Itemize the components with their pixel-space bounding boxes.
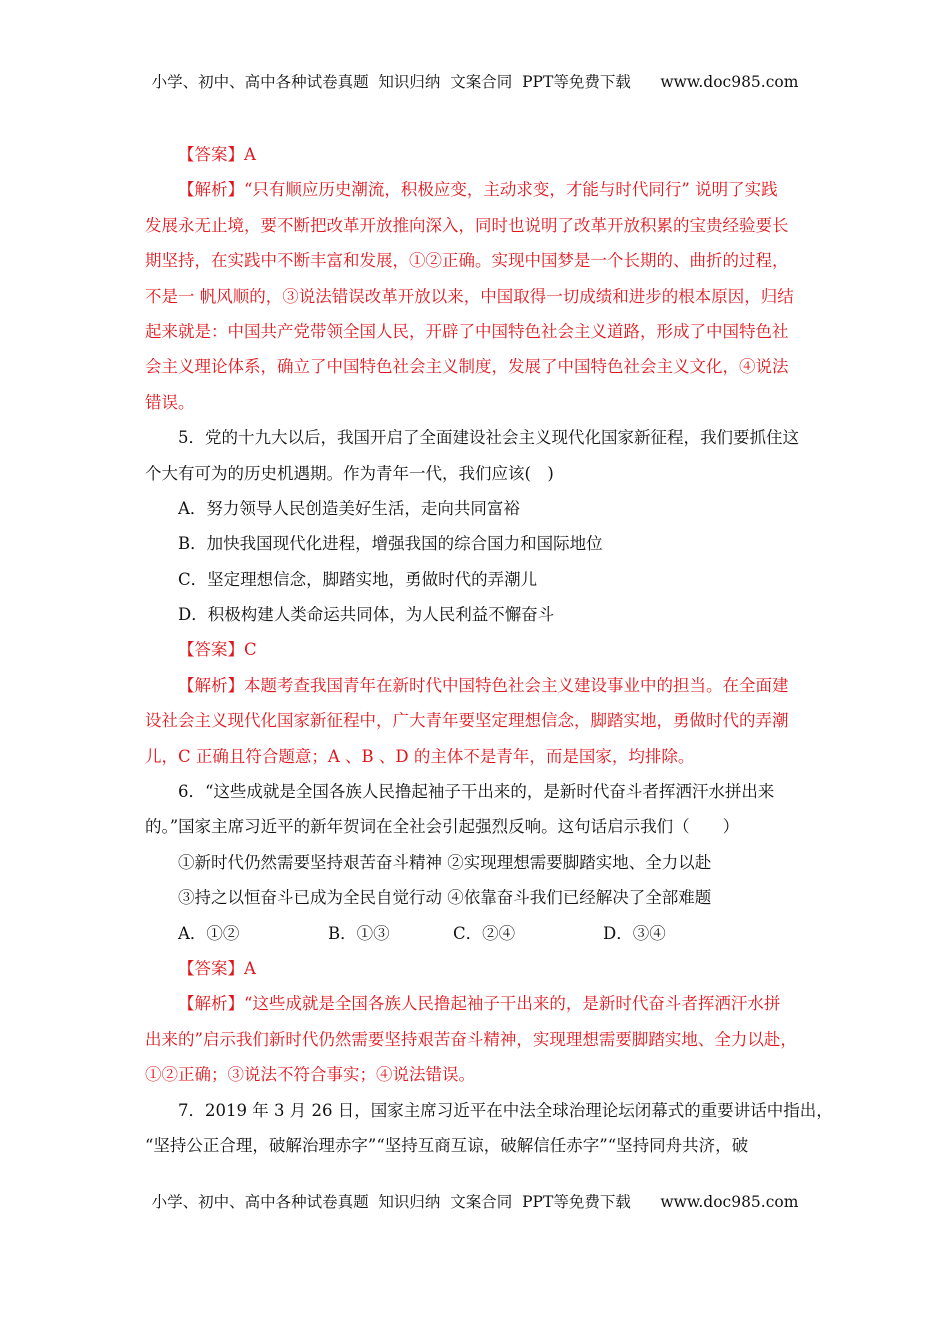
q5-option-a: A．努力领导人民创造美好生活，走向共同富裕 [178,498,520,518]
q4-analysis-line: 【解析】“只有顺应历史潮流，积极应变，主动求变，才能与时代同行” 说明了实践 [178,180,778,200]
document-body [145,137,833,1163]
q6-choice-b: B．①③ [328,923,390,943]
q6-choice-a: A．①② [178,923,240,943]
q5-stem-line: 5．党的十九大以后，我国开启了全面建设社会主义现代化国家新征程，我们要抓住这 [178,428,799,448]
q6-analysis-line: 出来的”启示我们新时代仍然需要坚持艰苦奋斗精神，实现理想需要脚踏实地、全力以赴， [145,1029,797,1049]
q6-statement-line: ③持之以恒奋斗已成为全民自觉行动 ④依靠奋斗我们已经解决了全部难题 [178,888,712,908]
q5-option-d: D．积极构建人类命运共同体，为人民利益不懈奋斗 [178,605,555,625]
q6-analysis-line: ①②正确；③说法不符合事实；④说法错误。 [145,1065,475,1085]
q4-analysis-line: 起来就是：中国共产党带领全国人民，开辟了中国特色社会主义道路，形成了中国特色社 [145,321,789,341]
q4-analysis-line: 发展永无止境，要不断把改革开放推向深入，同时也说明了改革开放积累的宝贵经验要长 [145,215,789,235]
q6-choice-c: C．②④ [453,923,516,943]
q4-analysis-line: 错误。 [145,392,195,412]
q6-answer: 【答案】A [178,958,256,978]
q6-statement-line: ①新时代仍然需要坚持艰苦奋斗精神 ②实现理想需要脚踏实地、全力以赴 [178,852,712,872]
q5-option-c: C．坚定理想信念，脚踏实地，勇做时代的弄潮儿 [178,569,538,589]
q6-choices [145,916,810,951]
q5-option-b: B．加快我国现代化进程，增强我国的综合国力和国际地位 [178,534,603,554]
q6-stem-line: 6．“这些成就是全国各族人民撸起袖子干出来的，是新时代奋斗者挥洒汗水拼出来 [178,782,775,802]
q6-analysis-line: 【解析】“这些成就是全国各族人民撸起袖子干出来的，是新时代奋斗者挥洒汗水拼 [178,994,781,1014]
q4-analysis-line: 会主义理论体系，确立了中国特色社会主义制度，发展了中国特色社会主义文化，④说法 [145,357,789,377]
page-header: 小学、初中、高中各种试卷真题 知识归纳 文案合同 PPT等免费下载 www.doc985.com [151,73,799,91]
q6-choice-d: D．③④ [603,923,666,943]
q4-analysis-line: 期坚持，在实践中不断丰富和发展，①②正确。实现中国梦是一个长期的、曲折的过程， [145,251,789,271]
q5-analysis-line: 设社会主义现代化国家新征程中，广大青年要坚定理想信念，脚踏实地，勇做时代的弄潮 [145,711,789,731]
q5-analysis-line: 儿，C 正确且符合题意；A 、B 、D 的主体不是青年，而是国家，均排除。 [145,746,695,766]
q6-stem-line: 的。”国家主席习近平的新年贺词在全社会引起强烈反响。这句话启示我们（ ） [145,817,740,837]
q4-analysis-line: 不是一 帆风顺的，③说法错误改革开放以来，中国取得一切成绩和进步的根本原因，归结 [145,286,794,306]
q5-stem-line: 个大有可为的历史机遇期。作为青年一代，我们应该( ) [145,463,554,483]
page-footer: 小学、初中、高中各种试卷真题 知识归纳 文案合同 PPT等免费下载 www.doc985.com [151,1193,799,1211]
q4-answer: 【答案】A [178,145,256,164]
q5-answer: 【答案】C [178,640,257,660]
q7-stem-line: “坚持公正合理，破解治理赤字”“坚持互商互谅，破解信任赤字”“坚持同舟共济，破 [145,1135,749,1155]
q7-stem-line: 7．2019 年 3 月 26 日，国家主席习近平在中法全球治理论坛闭幕式的重要讲话中指出， [178,1100,833,1120]
q5-analysis-line: 【解析】本题考查我国青年在新时代中国特色社会主义建设事业中的担当。在全面建 [178,675,789,695]
